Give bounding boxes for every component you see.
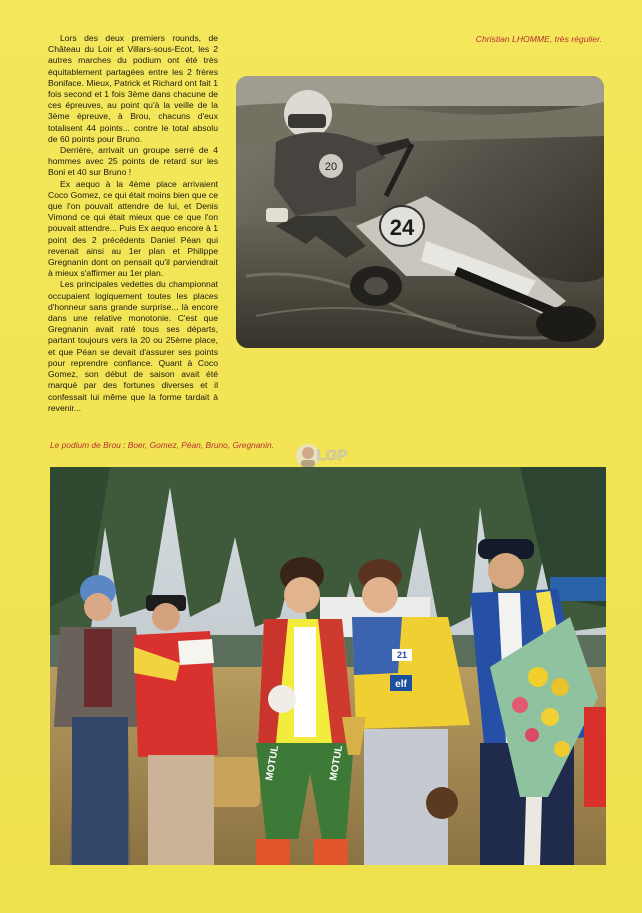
photo1-caption: Christian LHOMME, très régulier. [475, 34, 602, 44]
elf-logo: elf [395, 679, 407, 690]
rider-number: 20 [324, 161, 338, 173]
article-paragraph-1: Lors des deux premiers rounds, de Château du Loir et Villars-sous-Ecot, les 2 autres marches du podium ont été très équitablement partagées entre les 2 frères Boniface. Mieux, Patrick et Richard ont fait 1 fois second et 1 fois 3ème dans chacune de ces épreuves, au point qu'à la veille de la 3ème épreuve, à Brou, chacuns d'eux totalisent 44 points... contre le total absolu de 60 points pour Bruno. [48, 33, 218, 144]
podium-illustration [50, 467, 606, 865]
rider-illustration [236, 76, 604, 348]
pants-sponsor-left: MOTUL [264, 744, 282, 782]
article-paragraph-3: Ex aequo à la 4ème place arrivaient Coco Gomez, ce qui était moins bien que ce que l'on pouvait attendre de lui, et Denis Vimond ce qui était mieux que ce que l'on pouvait attendre... Puis Ex aequo encore à 1 point des 2 précédents Daniel Péan qui revenait ainsi au 1er plan et Philippe Gregnanin dont on pensait qu'il parviendrait à mieux s'affirmer au 1er plan. [48, 178, 218, 279]
article-paragraph-4: Les principales vedettes du championnat occupaient logiquement toutes les places d'honneur sans grande surprise... là encore dans une relative monotonie. C'est que Gregnanin avait raté tous ses départs, partant toujours vers la 20 ou 25ème place, et que Péan se devait d'assurer ses points pour reprendre confiance. Quant à Coco Gomez, son début de saison avait été marqué par des fortunes diverses et il confessait lui même que la forme tardait à revenir... [48, 279, 218, 413]
podium-photo [50, 467, 606, 865]
article-paragraph-2: Derrière, arrivait un groupe serré de 4 hommes avec 25 points de retard sur les Boni et 40 sur Bruno ! [48, 145, 218, 178]
pants-sponsor-right: MOTUL [328, 744, 346, 782]
watermark-text: LGP [316, 447, 348, 464]
motocross-rider-photo [236, 76, 604, 348]
bike-number-plate: 24 [389, 215, 415, 240]
jacket-badge: 21 [396, 650, 408, 660]
podium-photo-caption: Le podium de Brou : Boer, Gomez, Péan, Bruno, Gregnanin. [50, 440, 274, 450]
article-column [48, 33, 218, 414]
